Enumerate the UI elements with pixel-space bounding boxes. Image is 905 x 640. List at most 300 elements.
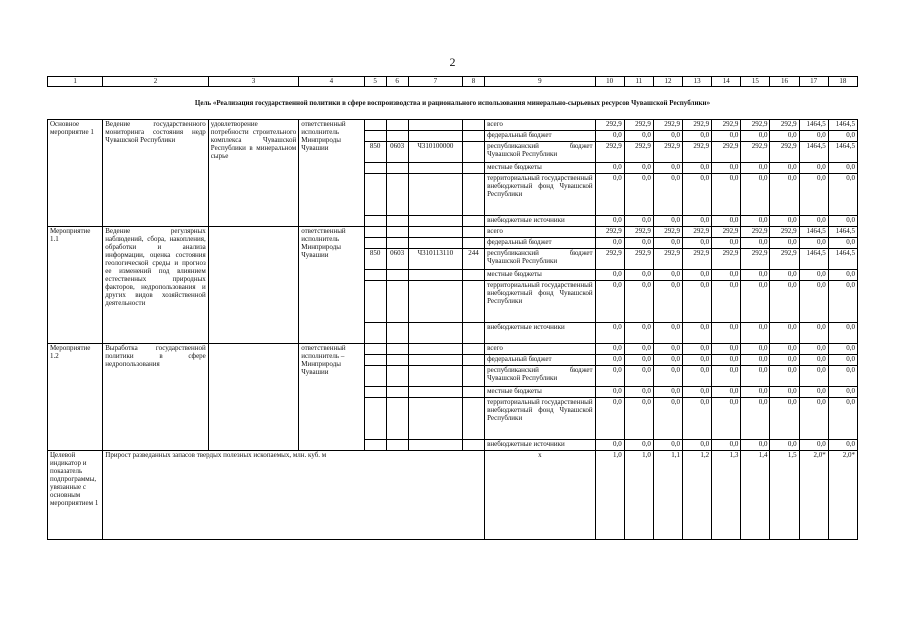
funding-value: 0,0	[624, 344, 653, 355]
funding-value: 0,0	[624, 398, 653, 440]
measure-title: Мероприятие 1.2	[48, 344, 103, 451]
funding-source: федеральный бюджет	[485, 355, 596, 366]
section-code	[386, 131, 408, 142]
funding-value: 0,0	[770, 440, 799, 451]
expense-type-code	[462, 238, 484, 249]
target-article-code	[408, 440, 462, 451]
funding-value: 0,0	[741, 131, 770, 142]
section-code	[386, 227, 408, 238]
funding-value: 1464,5	[828, 249, 857, 270]
measure-executor: ответственный исполнитель Минприроды Чувашии	[299, 227, 364, 344]
target-article-code	[408, 216, 462, 227]
funding-value: 0,0	[595, 270, 624, 281]
funding-value: 0,0	[683, 270, 712, 281]
funding-value: 292,9	[653, 142, 682, 163]
funding-value: 0,0	[799, 238, 828, 249]
funding-row	[48, 227, 858, 238]
funding-value: 0,0	[770, 270, 799, 281]
funding-value: 0,0	[683, 163, 712, 174]
funding-value: 0,0	[712, 216, 741, 227]
funding-value: 292,9	[712, 249, 741, 270]
funding-value: 1464,5	[828, 120, 857, 131]
grbs-code	[364, 281, 386, 323]
funding-value: 0,0	[712, 387, 741, 398]
funding-value: 0,0	[828, 440, 857, 451]
target-article-code	[408, 281, 462, 323]
funding-value: 0,0	[653, 238, 682, 249]
funding-value: 0,0	[828, 398, 857, 440]
funding-value: 0,0	[712, 131, 741, 142]
funding-value: 0,0	[595, 355, 624, 366]
funding-value: 292,9	[595, 227, 624, 238]
funding-value: 0,0	[712, 238, 741, 249]
column-number: 13	[683, 77, 712, 87]
funding-value: 0,0	[683, 387, 712, 398]
expense-type-code	[462, 366, 484, 387]
funding-value: 0,0	[683, 355, 712, 366]
funding-value: 0,0	[741, 238, 770, 249]
funding-value: 0,0	[799, 344, 828, 355]
column-number: 18	[828, 77, 857, 87]
funding-value: 0,0	[624, 216, 653, 227]
funding-value: 0,0	[799, 174, 828, 216]
funding-value: 0,0	[683, 323, 712, 344]
column-number: 14	[712, 77, 741, 87]
funding-value: 0,0	[828, 366, 857, 387]
funding-source: внебюджетные источники	[485, 440, 596, 451]
target-article-code: Ч310113110	[408, 249, 462, 270]
section-code	[386, 344, 408, 355]
column-number: 3	[208, 77, 298, 87]
target-article-code	[408, 238, 462, 249]
funding-value: 292,9	[712, 227, 741, 238]
funding-value: 292,9	[712, 120, 741, 131]
expense-type-code	[462, 344, 484, 355]
expense-type-code	[462, 355, 484, 366]
grbs-code	[364, 174, 386, 216]
goal-title: Цель «Реализация государственной политики в сфере воспроизводства и рационального использования минерально-сырьевых ресурсов Чувашской Республики»	[48, 87, 858, 120]
grbs-code	[364, 227, 386, 238]
funding-value: 0,0	[595, 163, 624, 174]
funding-source: территориальный государственный внебюджетный фонд Чувашской Республики	[485, 398, 596, 440]
measure-result	[208, 344, 298, 451]
funding-value: 0,0	[799, 387, 828, 398]
funding-value: 0,0	[741, 323, 770, 344]
expense-type-code	[462, 131, 484, 142]
funding-value: 0,0	[595, 174, 624, 216]
funding-value: 0,0	[595, 366, 624, 387]
grbs-code	[364, 355, 386, 366]
funding-source: местные бюджеты	[485, 163, 596, 174]
indicator-text: Прирост разведанных запасов твердых полезных ископаемых, млн. куб. м	[103, 451, 485, 540]
funding-value: 0,0	[741, 398, 770, 440]
funding-value: 0,0	[683, 366, 712, 387]
funding-value: 0,0	[770, 366, 799, 387]
funding-value: 0,0	[828, 174, 857, 216]
funding-value: 0,0	[741, 387, 770, 398]
column-number: 4	[299, 77, 364, 87]
funding-value: 0,0	[683, 344, 712, 355]
indicator-value: 1,0	[595, 451, 624, 540]
funding-value: 0,0	[799, 216, 828, 227]
funding-value: 0,0	[770, 238, 799, 249]
indicator-value: 1,1	[653, 451, 682, 540]
funding-value: 292,9	[712, 142, 741, 163]
section-code	[386, 440, 408, 451]
funding-source: федеральный бюджет	[485, 238, 596, 249]
funding-value: 0,0	[653, 387, 682, 398]
funding-value: 1464,5	[799, 142, 828, 163]
funding-value: 0,0	[683, 398, 712, 440]
column-number: 6	[386, 77, 408, 87]
indicator-value: 2,0*	[799, 451, 828, 540]
section-code	[386, 163, 408, 174]
column-number-row	[48, 77, 858, 87]
column-number: 1	[48, 77, 103, 87]
section-code	[386, 238, 408, 249]
funding-value: 0,0	[712, 163, 741, 174]
funding-value: 0,0	[770, 216, 799, 227]
program-table	[47, 76, 858, 540]
funding-value: 0,0	[595, 131, 624, 142]
funding-value: 0,0	[595, 238, 624, 249]
funding-value: 0,0	[799, 366, 828, 387]
funding-source: местные бюджеты	[485, 387, 596, 398]
funding-value: 1464,5	[799, 120, 828, 131]
grbs-code	[364, 131, 386, 142]
funding-value: 0,0	[653, 163, 682, 174]
indicator-value: 1,3	[712, 451, 741, 540]
funding-value: 292,9	[624, 249, 653, 270]
funding-source: территориальный государственный внебюджетный фонд Чувашской Республики	[485, 281, 596, 323]
funding-source: территориальный государственный внебюджетный фонд Чувашской Республики	[485, 174, 596, 216]
funding-value: 0,0	[828, 131, 857, 142]
funding-value: 0,0	[683, 281, 712, 323]
target-article-code	[408, 323, 462, 344]
indicator-mark: х	[485, 451, 596, 540]
funding-value: 0,0	[799, 440, 828, 451]
funding-value: 0,0	[595, 344, 624, 355]
funding-source: внебюджетные источники	[485, 216, 596, 227]
indicator-title: Целевой индикатор и показатель подпрограммы, увязанные с основным мероприятием 1	[48, 451, 103, 540]
funding-value: 0,0	[595, 440, 624, 451]
expense-type-code	[462, 227, 484, 238]
funding-value: 0,0	[653, 174, 682, 216]
funding-value: 0,0	[741, 216, 770, 227]
target-article-code	[408, 227, 462, 238]
funding-source: внебюджетные источники	[485, 323, 596, 344]
measure-title: Мероприятие 1.1	[48, 227, 103, 344]
funding-source: местные бюджеты	[485, 270, 596, 281]
target-article-code	[408, 344, 462, 355]
funding-value: 292,9	[595, 249, 624, 270]
funding-value: 0,0	[653, 440, 682, 451]
grbs-code	[364, 238, 386, 249]
column-number: 10	[595, 77, 624, 87]
target-article-code	[408, 366, 462, 387]
measure-executor: ответственный исполнитель – Минприроды Чувашии	[299, 344, 364, 451]
expense-type-code: 244	[462, 249, 484, 270]
funding-value: 0,0	[653, 270, 682, 281]
column-number: 9	[485, 77, 596, 87]
funding-value: 0,0	[595, 398, 624, 440]
section-code	[386, 270, 408, 281]
measure-title: Основное мероприятие 1	[48, 120, 103, 227]
section-code	[386, 120, 408, 131]
grbs-code: 850	[364, 249, 386, 270]
funding-value: 292,9	[595, 142, 624, 163]
section-code	[386, 174, 408, 216]
funding-value: 0,0	[712, 174, 741, 216]
funding-value: 0,0	[770, 344, 799, 355]
section-code	[386, 216, 408, 227]
funding-value: 1464,5	[799, 249, 828, 270]
funding-value: 0,0	[741, 366, 770, 387]
funding-value: 292,9	[653, 120, 682, 131]
expense-type-code	[462, 281, 484, 323]
funding-value: 292,9	[683, 249, 712, 270]
funding-value: 0,0	[828, 387, 857, 398]
funding-value: 0,0	[828, 281, 857, 323]
column-number: 17	[799, 77, 828, 87]
funding-value: 0,0	[624, 131, 653, 142]
funding-value: 0,0	[741, 344, 770, 355]
funding-value: 292,9	[683, 227, 712, 238]
indicator-value: 1,5	[770, 451, 799, 540]
funding-value: 0,0	[653, 366, 682, 387]
funding-value: 292,9	[770, 227, 799, 238]
funding-value: 0,0	[741, 281, 770, 323]
target-article-code: Ч310100000	[408, 142, 462, 163]
grbs-code: 850	[364, 142, 386, 163]
target-article-code	[408, 163, 462, 174]
measure-executor: ответственный исполнитель Минприроды Чувашии	[299, 120, 364, 227]
target-article-code	[408, 398, 462, 440]
funding-value: 0,0	[828, 270, 857, 281]
section-code: 0603	[386, 249, 408, 270]
funding-value: 0,0	[712, 366, 741, 387]
section-code: 0603	[386, 142, 408, 163]
indicator-row	[48, 451, 858, 540]
grbs-code	[364, 398, 386, 440]
funding-value: 0,0	[770, 355, 799, 366]
funding-source: всего	[485, 120, 596, 131]
funding-value: 292,9	[683, 120, 712, 131]
funding-value: 0,0	[741, 355, 770, 366]
column-number: 7	[408, 77, 462, 87]
funding-value: 0,0	[624, 270, 653, 281]
funding-value: 0,0	[683, 216, 712, 227]
funding-value: 0,0	[595, 281, 624, 323]
funding-value: 292,9	[741, 120, 770, 131]
funding-value: 0,0	[624, 355, 653, 366]
funding-value: 1464,5	[828, 227, 857, 238]
funding-value: 0,0	[770, 174, 799, 216]
funding-value: 0,0	[741, 174, 770, 216]
grbs-code	[364, 366, 386, 387]
measure-result: удовлетворение потребности строительного комплекса Чувашской Республики в минеральном сырье	[208, 120, 298, 227]
funding-value: 0,0	[799, 355, 828, 366]
funding-value: 0,0	[828, 216, 857, 227]
funding-row	[48, 120, 858, 131]
expense-type-code	[462, 323, 484, 344]
column-number: 12	[653, 77, 682, 87]
funding-source: республиканский бюджет Чувашской Республики	[485, 249, 596, 270]
funding-value: 0,0	[799, 270, 828, 281]
funding-value: 0,0	[683, 238, 712, 249]
section-code	[386, 366, 408, 387]
expense-type-code	[462, 163, 484, 174]
expense-type-code	[462, 270, 484, 281]
funding-source: всего	[485, 227, 596, 238]
expense-type-code	[462, 440, 484, 451]
indicator-value: 1,0	[624, 451, 653, 540]
funding-value: 292,9	[770, 142, 799, 163]
section-code	[386, 387, 408, 398]
section-code	[386, 281, 408, 323]
expense-type-code	[462, 142, 484, 163]
indicator-value: 1,2	[683, 451, 712, 540]
funding-value: 0,0	[799, 163, 828, 174]
column-number: 11	[624, 77, 653, 87]
indicator-value: 1,4	[741, 451, 770, 540]
funding-value: 0,0	[595, 387, 624, 398]
funding-value: 0,0	[799, 323, 828, 344]
funding-value: 0,0	[624, 387, 653, 398]
funding-value: 0,0	[624, 281, 653, 323]
grbs-code	[364, 120, 386, 131]
indicator-value: 2,0*	[828, 451, 857, 540]
funding-value: 292,9	[624, 227, 653, 238]
funding-value: 292,9	[653, 227, 682, 238]
column-number: 15	[741, 77, 770, 87]
funding-value: 0,0	[712, 323, 741, 344]
funding-value: 0,0	[828, 323, 857, 344]
target-article-code	[408, 387, 462, 398]
funding-source: республиканский бюджет Чувашской Республики	[485, 366, 596, 387]
goal-row	[48, 87, 858, 120]
funding-value: 292,9	[624, 120, 653, 131]
funding-value: 0,0	[828, 355, 857, 366]
funding-value: 0,0	[770, 398, 799, 440]
expense-type-code	[462, 174, 484, 216]
funding-value: 0,0	[624, 163, 653, 174]
funding-value: 0,0	[653, 216, 682, 227]
funding-value: 292,9	[624, 142, 653, 163]
funding-value: 0,0	[624, 366, 653, 387]
funding-value: 0,0	[770, 163, 799, 174]
measure-name: Ведение регулярных наблюдений, сбора, накопления, обработки и анализа информации, оценка состояния геологической среды и прогноз ее изменений под влиянием естественных природных факторов, недропользования и других видов хозяйственной деятельности	[103, 227, 209, 344]
expense-type-code	[462, 398, 484, 440]
target-article-code	[408, 120, 462, 131]
section-code	[386, 355, 408, 366]
grbs-code	[364, 440, 386, 451]
funding-value: 0,0	[683, 174, 712, 216]
grbs-code	[364, 270, 386, 281]
measure-name: Ведение государственного мониторинга состояния недр Чувашской Республики	[103, 120, 209, 227]
section-code	[386, 323, 408, 344]
funding-value: 0,0	[624, 238, 653, 249]
target-article-code	[408, 355, 462, 366]
funding-value: 292,9	[595, 120, 624, 131]
funding-value: 0,0	[712, 344, 741, 355]
funding-value: 0,0	[624, 440, 653, 451]
funding-value: 292,9	[741, 227, 770, 238]
funding-value: 0,0	[712, 270, 741, 281]
section-code	[386, 398, 408, 440]
funding-value: 0,0	[799, 131, 828, 142]
funding-source: республиканский бюджет Чувашской Республики	[485, 142, 596, 163]
measure-result	[208, 227, 298, 344]
funding-value: 0,0	[741, 270, 770, 281]
funding-value: 292,9	[770, 120, 799, 131]
column-number: 2	[103, 77, 209, 87]
target-article-code	[408, 131, 462, 142]
funding-value: 0,0	[741, 163, 770, 174]
funding-value: 0,0	[712, 355, 741, 366]
funding-value: 0,0	[653, 323, 682, 344]
grbs-code	[364, 163, 386, 174]
funding-value: 0,0	[653, 398, 682, 440]
funding-source: всего	[485, 344, 596, 355]
funding-value: 0,0	[770, 131, 799, 142]
grbs-code	[364, 323, 386, 344]
funding-value: 0,0	[624, 323, 653, 344]
funding-value: 0,0	[741, 440, 770, 451]
funding-value: 292,9	[741, 249, 770, 270]
funding-row	[48, 344, 858, 355]
funding-value: 0,0	[595, 323, 624, 344]
funding-value: 0,0	[828, 344, 857, 355]
target-article-code	[408, 174, 462, 216]
funding-value: 0,0	[653, 281, 682, 323]
funding-value: 0,0	[683, 440, 712, 451]
target-article-code	[408, 270, 462, 281]
funding-value: 0,0	[653, 355, 682, 366]
grbs-code	[364, 216, 386, 227]
funding-value: 0,0	[712, 440, 741, 451]
funding-value: 0,0	[653, 131, 682, 142]
funding-value: 0,0	[712, 281, 741, 323]
measure-name: Выработка государственной политики в сфере недропользования	[103, 344, 209, 451]
funding-value: 0,0	[683, 131, 712, 142]
funding-value: 0,0	[770, 323, 799, 344]
funding-value: 0,0	[770, 387, 799, 398]
funding-value: 0,0	[828, 163, 857, 174]
grbs-code	[364, 344, 386, 355]
funding-value: 1464,5	[799, 227, 828, 238]
funding-value: 292,9	[770, 249, 799, 270]
funding-value: 1464,5	[828, 142, 857, 163]
grbs-code	[364, 387, 386, 398]
funding-value: 0,0	[653, 344, 682, 355]
funding-value: 0,0	[770, 281, 799, 323]
column-number: 8	[462, 77, 484, 87]
funding-value: 0,0	[595, 216, 624, 227]
page-number: 2	[449, 55, 456, 69]
funding-value: 0,0	[799, 398, 828, 440]
funding-value: 292,9	[653, 249, 682, 270]
column-number: 5	[364, 77, 386, 87]
funding-value: 0,0	[828, 238, 857, 249]
expense-type-code	[462, 387, 484, 398]
funding-source: федеральный бюджет	[485, 131, 596, 142]
funding-value: 0,0	[712, 398, 741, 440]
funding-value: 292,9	[683, 142, 712, 163]
funding-value: 0,0	[799, 281, 828, 323]
expense-type-code	[462, 120, 484, 131]
funding-value: 292,9	[741, 142, 770, 163]
